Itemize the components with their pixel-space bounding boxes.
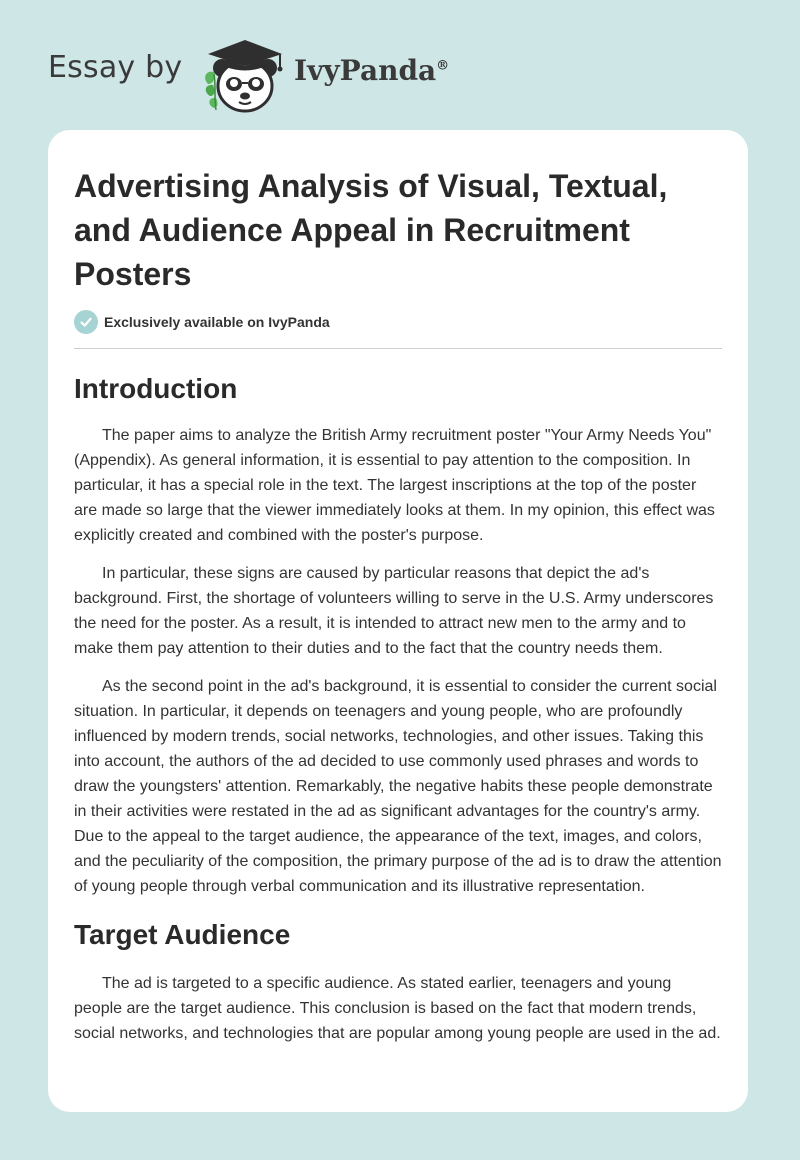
brand-name-text: IvyPanda — [294, 54, 437, 87]
exclusive-badge — [74, 310, 722, 334]
article-title: Advertising Analysis of Visual, Textual, and Audience Appeal in Recruitment Posters — [74, 168, 668, 292]
paragraph: In particular, these signs are caused by particular reasons that depict the ad's background. First, the shortage of volunteers willing to serve in the U.S. Army underscores the need for the poster. As a result, it is intended to attract new men to the army and to make them pay attention to their duties and to the fact that the country needs them. — [74, 565, 714, 657]
article-card — [48, 130, 748, 1112]
title-divider — [74, 348, 722, 349]
registered-mark: ® — [436, 58, 450, 74]
panda-logo-icon[interactable] — [200, 34, 290, 114]
exclusive-badge-text: Exclusively available on IvyPanda — [104, 314, 330, 330]
paragraph: The paper aims to analyze the British Army recruitment poster "Your Army Needs You" (Appendix). As general information, it is essential to pay attention to the composition. In particular, it has a special role in the text. The largest inscriptions at the top of the poster are made so large that the viewer immediately looks at them. In my opinion, this effect was explicitly created and combined with the poster's purpose. — [74, 427, 715, 544]
site-header — [48, 34, 548, 114]
check-icon — [74, 310, 98, 334]
brand-name[interactable] — [294, 54, 449, 87]
ivy-leaf-icon — [205, 72, 217, 110]
section-heading-target-audience: Target Audience — [74, 919, 291, 950]
section-heading-introduction: Introduction — [74, 373, 238, 404]
brand-prefix: Essay by — [48, 50, 183, 85]
paragraph: As the second point in the ad's background, it is essential to consider the current social situation. In particular, it depends on teenagers and young people, who are profoundly influenced by modern trends, social networks, technologies, and other issues. Taking this into account, the authors of the ad decided to use commonly used phrases and words to draw the youngsters' attention. Remarkably, the negative habits these people demonstrate in their activities were restated in the ad as significant advantages for the country's army. Due to the appeal to the target audience, the appearance of the text, images, and colors, and the peculiarity of the composition, the primary purpose of the ad is to draw the attention of young people through verbal communication and its illustrative representation. — [74, 678, 722, 895]
paragraph: The ad is targeted to a specific audience. As stated earlier, teenagers and young people are the target audience. This conclusion is based on the fact that modern trends, social networks, and technologies that are popular among young people are used in the ad. — [74, 975, 721, 1042]
